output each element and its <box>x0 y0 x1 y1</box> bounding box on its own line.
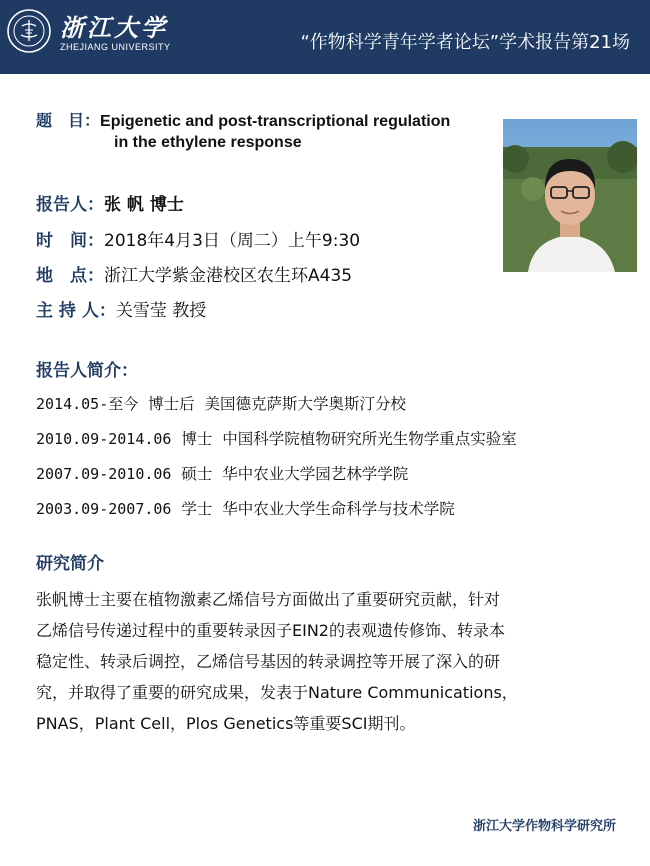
logo-english-name: ZHEJIANG UNIVERSITY <box>60 42 171 52</box>
research-line: 究，并取得了重要的研究成果，发表于Nature Communications， <box>36 683 518 702</box>
research-line: 乙烯信号传递过程中的重要转录因子EIN2的表观遗传修饰、转录本 <box>36 621 505 640</box>
bio-role: 学士 <box>181 500 213 518</box>
header-banner <box>0 0 650 74</box>
bio-period: 2003.09-2007.06 <box>36 500 172 518</box>
host-row <box>36 296 206 321</box>
bio-entry <box>36 392 406 414</box>
research-paragraph <box>36 584 626 739</box>
bio-org: 美国德克萨斯大学奥斯汀分校 <box>204 395 406 413</box>
place-row <box>36 261 352 286</box>
place-label: 地 点： <box>36 266 104 286</box>
host-value: 关雪莹 教授 <box>115 301 207 321</box>
bio-org: 中国科学院植物研究所光生物学重点实验室 <box>222 430 517 448</box>
talk-title-row <box>36 108 450 131</box>
bio-role: 博士 <box>181 430 213 448</box>
bio-heading: 报告人简介： <box>36 361 138 381</box>
bio-entry <box>36 427 517 449</box>
speaker-label: 报告人： <box>36 195 104 215</box>
bio-period: 2014.05-至今 <box>36 395 139 413</box>
page-title: “作物科学青年学者论坛”学术报告第21场 <box>300 32 630 53</box>
speaker-row <box>36 190 184 215</box>
logo-chinese-name: 浙江大学 <box>60 13 168 42</box>
bio-entry <box>36 462 408 484</box>
footer-institute: 浙江大学作物科学研究所 <box>472 819 616 834</box>
bio-role: 硕士 <box>181 465 213 483</box>
talk-title-line2: in the ethylene response <box>114 134 302 151</box>
university-emblem-icon <box>6 8 52 54</box>
place-value: 浙江大学紫金港校区农生环A435 <box>104 266 353 286</box>
time-value: 2018年4月3日（周二）上午9:30 <box>104 231 361 251</box>
title-label: 题 目： <box>36 111 101 130</box>
research-line: PNAS，Plant Cell，Plos Genetics等重要SCI期刊。 <box>36 714 416 733</box>
bio-org: 华中农业大学生命科学与技术学院 <box>222 500 455 518</box>
bio-role: 博士后 <box>148 395 195 413</box>
time-label: 时 间： <box>36 231 104 251</box>
time-row <box>36 226 360 251</box>
speaker-name: 张 帆 博士 <box>104 195 184 215</box>
bio-entry <box>36 497 455 519</box>
bio-period: 2007.09-2010.06 <box>36 465 172 483</box>
speaker-photo <box>503 119 637 272</box>
research-line: 张帆博士主要在植物激素乙烯信号方面做出了重要研究贡献，针对 <box>36 590 501 609</box>
research-heading: 研究简介 <box>36 554 104 574</box>
bio-org: 华中农业大学园艺林学学院 <box>222 465 409 483</box>
research-line: 稳定性、转录后调控，乙烯信号基因的转录调控等开展了深入的研 <box>36 652 501 671</box>
bio-period: 2010.09-2014.06 <box>36 430 172 448</box>
talk-title-line1: Epigenetic and post-transcriptional regulation <box>100 113 451 130</box>
host-label: 主 持 人： <box>36 301 116 321</box>
